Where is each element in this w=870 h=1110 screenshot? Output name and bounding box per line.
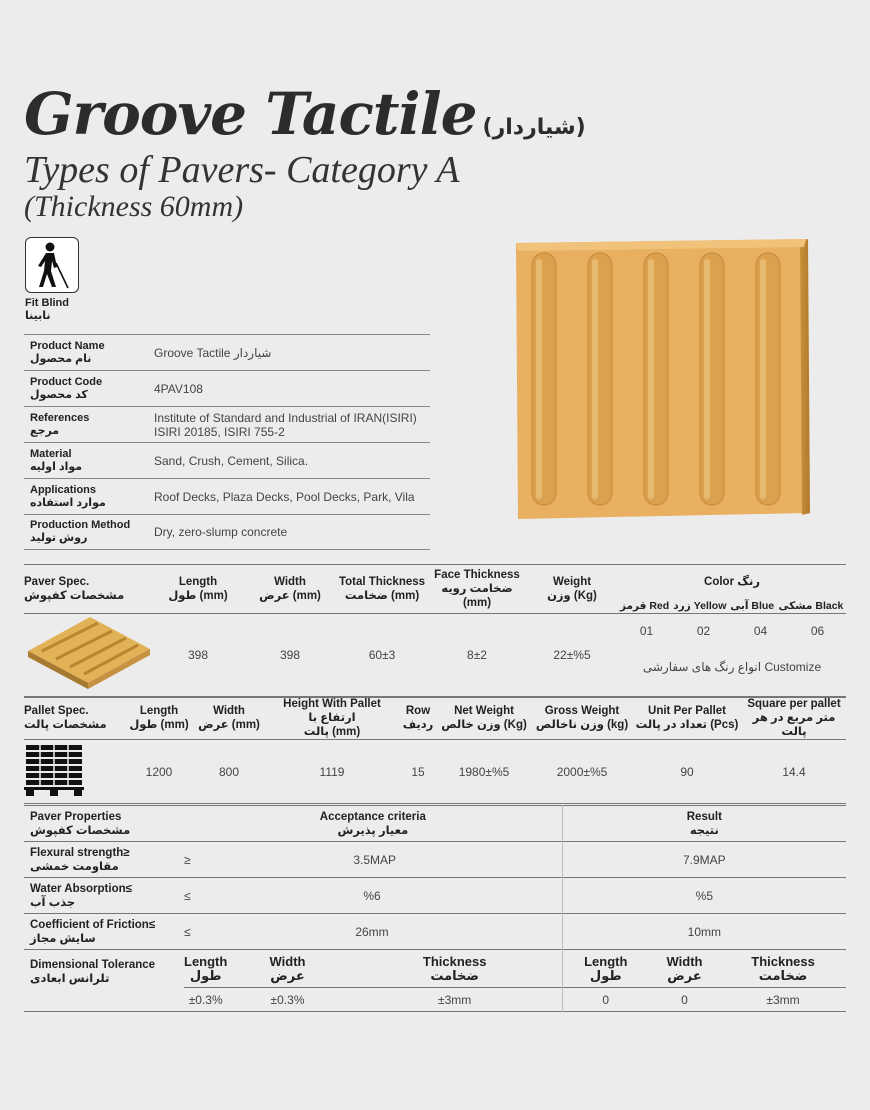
color-code-black: 06	[810, 623, 825, 638]
color-title: Color رنگ	[704, 575, 760, 588]
dim-tolerance-header-row: Dimensional Tolerance تلرانس ابعادی Length طول Width عرض Thickness ضخامت Length طول Width عرض Thickness ضخامت	[24, 950, 846, 988]
dim-tolerance-values-row: ±0.3% ±0.3% ±3mm 0 0 ±3mm	[24, 988, 846, 1012]
pallet-icon	[24, 740, 124, 804]
paver-thumbnail-image	[24, 613, 152, 697]
color-code-yellow: 02	[696, 623, 711, 638]
subtitle-thickness: (Thickness 60mm)	[24, 190, 244, 223]
spec-row-material: Material مواد اولیه Sand, Crush, Cement, Silica.	[24, 442, 430, 478]
paver-spec-table: Paver Spec. مشخصات کفپوش Length طول (mm) Width عرض (mm) Total Thickness ضخامت (mm) Face Thickness ضخامت رویه (mm) Weight وزن (Kg) Color رنگ قرمز Red زرد Yellow آبی Blue مشکی Black 398 398 60±3 8±2 22±%5 01 02 04 06 انواع رنگ های سفارشی Customize	[24, 564, 846, 698]
paver-properties-table: Paver Properties مشخصات کفپوش Acceptance criteria معیار پذیرش Result نتیجه Flexural strength≥ مقاومت خمشی ≥ 3.5MAP 7.9MAP Water Absorption≤ جذب آب ≤ %6 %5 Coefficient of Friction≤ سایش مجاز ≤ 26mm 10mm Dimensional Tolerance تلرانس ابعادی Length طول Width عرض Thickness ضخامت Length طول Width عرض Thickness ضخامت ±0.3% ±0.3% ±3mm 0 0 ±3mm	[24, 805, 846, 1012]
blind-person-icon	[25, 237, 79, 293]
color-code-blue: 04	[753, 623, 768, 638]
title-persian: (شیاردار)	[482, 115, 586, 140]
color-code-red: 01	[639, 623, 654, 638]
spec-row-product-code: Product Code کد محصول 4PAV108	[24, 370, 430, 406]
prop-row-friction: Coefficient of Friction≤ سایش مجاز ≤ 26mm 10mm	[24, 914, 846, 950]
product-spec-table	[24, 334, 430, 550]
page-title: Groove Tactile (شیاردار)	[24, 80, 586, 148]
spec-row-product-name: Product Name نام محصول Groove Tactile شیاردار	[24, 334, 430, 370]
prop-row-flexural: Flexural strength≥ مقاومت خمشی ≥ 3.5MAP 7.9MAP	[24, 842, 846, 878]
pallet-spec-table: Pallet Spec. مشخصات پالت Length طول (mm) Width عرض (mm) Height With Pallet ارتفاع با پالت (mm) Row ردیف Net Weight وزن خالص (Kg) Gross Weight وزن ناخالص (kg) Unit Per Pallet تعداد در پالت (Pcs) Square per pallet متر مربع در هر پالت 1200 800 1119 15 1980±%5 2000±%5 90 14.4	[24, 696, 846, 804]
customize-note: انواع رنگ های سفارشی Customize	[642, 659, 822, 674]
blind-label: Fit Blind نابینا	[25, 297, 69, 322]
spec-row-applications: Applications موارد استفاده Roof Decks, Plaza Decks, Pool Decks, Park, Vila	[24, 478, 430, 514]
paver-product-image	[508, 237, 810, 527]
spec-row-references: References مرجع Institute of Standard and Industrial of IRAN(ISIRI) ISIRI 20185, ISIRI 755-2	[24, 406, 430, 442]
spec-row-production-method: Production Method روش تولید Dry, zero-slump concrete	[24, 514, 430, 550]
subtitle-category: Types of Pavers- Category A	[24, 149, 460, 191]
prop-row-water-absorption: Water Absorption≤ جذب آب ≤ %6 %5	[24, 878, 846, 914]
